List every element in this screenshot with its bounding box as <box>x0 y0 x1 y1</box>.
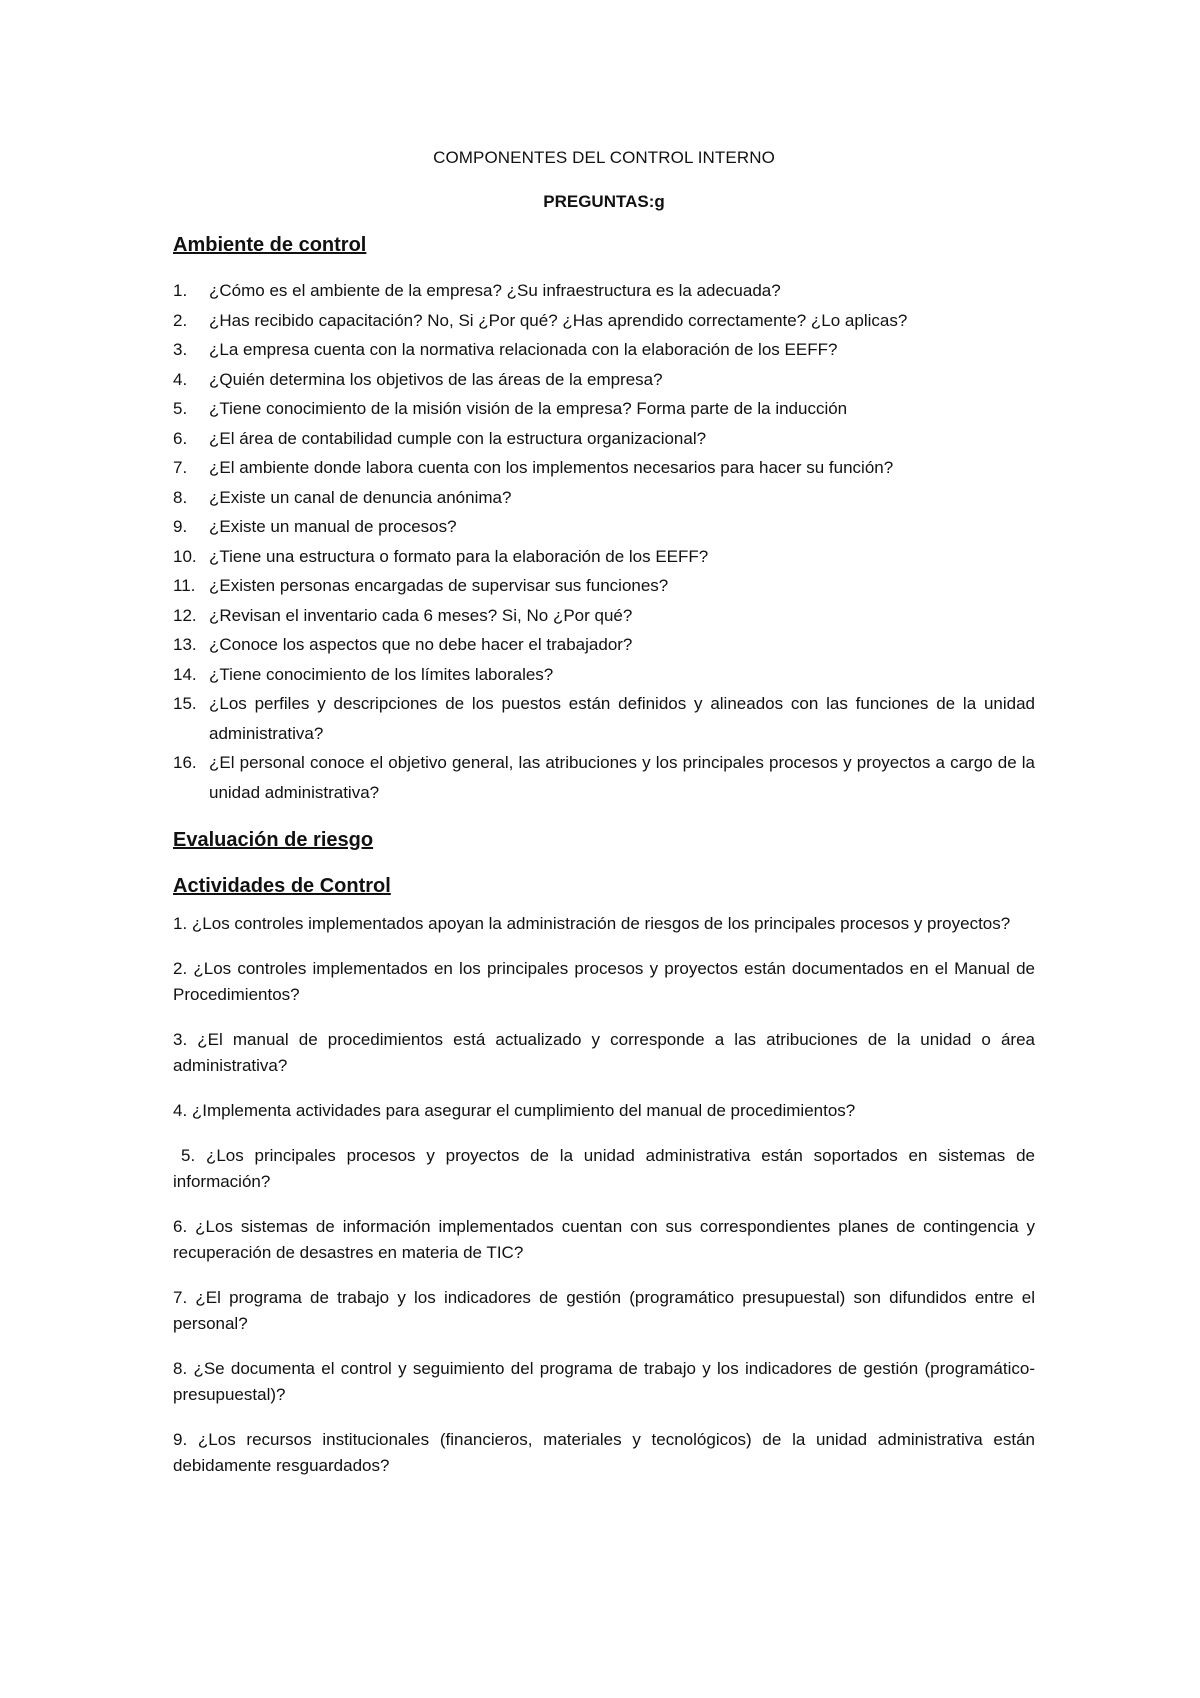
item-number: 13. <box>173 635 197 654</box>
item-text: ¿Cómo es el ambiente de la empresa? ¿Su infraestructura es la adecuada? <box>209 281 781 300</box>
list-item <box>173 542 1035 572</box>
list-item <box>173 453 1035 483</box>
item-number: 15. <box>173 694 197 713</box>
item-number: 1. <box>173 281 188 300</box>
section-heading-actividades: Actividades de Control <box>173 875 391 897</box>
list-item <box>173 424 1035 454</box>
item-text: ¿Tiene una estructura o formato para la elaboración de los EEFF? <box>209 546 709 566</box>
item-text: ¿Los perfiles y descripciones de los puestos están definidos y alineados con las funciones de la unidad administrativa? <box>209 694 1035 743</box>
list-item: 5. ¿Los principales procesos y proyectos de la unidad administrativa están soportados en sistemas de información? <box>173 1146 1035 1191</box>
document-title: COMPONENTES DEL CONTROL INTERNO <box>433 148 775 167</box>
list-item <box>173 483 1035 513</box>
list-item: 4. ¿Implementa actividades para asegurar el cumplimiento del manual de procedimientos? <box>173 1101 856 1120</box>
list-item <box>173 394 1035 424</box>
list-item <box>173 571 1035 601</box>
list-item <box>173 512 1035 542</box>
list-item <box>173 689 1035 748</box>
item-text: ¿Tiene conocimiento de los límites laborales? <box>209 664 554 684</box>
item-number: 6. <box>173 428 188 448</box>
ambiente-question-list <box>173 276 1035 807</box>
item-number: 9. <box>173 517 188 536</box>
list-item: 2. ¿Los controles implementados en los principales procesos y proyectos están documentados en el Manual de Procedimientos? <box>173 959 1035 1004</box>
list-item <box>173 660 1035 690</box>
item-number: 3. <box>173 340 188 359</box>
document-subtitle: PREGUNTAS:g <box>543 192 665 211</box>
list-item: 7. ¿El programa de trabajo y los indicadores de gestión (programático presupuestal) son difundidos entre el personal? <box>173 1288 1035 1333</box>
item-text: ¿El ambiente donde labora cuenta con los implementos necesarios para hacer su función? <box>209 458 894 477</box>
list-item <box>173 748 1035 807</box>
document-content <box>173 146 1035 1498</box>
list-item: 8. ¿Se documenta el control y seguimiento del programa de trabajo y los indicadores de gestión (programático-presupuestal)? <box>173 1359 1035 1404</box>
section-heading-ambiente: Ambiente de control <box>173 234 367 256</box>
item-text: ¿Has recibido capacitación? No, Si ¿Por qué? ¿Has aprendido correctamente? ¿Lo aplicas? <box>209 310 908 330</box>
item-number: 8. <box>173 487 188 507</box>
section-heading-evaluacion: Evaluación de riesgo <box>173 829 374 851</box>
list-item <box>173 365 1035 395</box>
item-number: 14. <box>173 664 197 684</box>
item-number: 4. <box>173 369 188 389</box>
item-number: 2. <box>173 310 188 330</box>
list-item <box>173 335 1035 365</box>
item-text: ¿Existe un canal de denuncia anónima? <box>209 487 512 507</box>
item-number: 7. <box>173 458 188 477</box>
item-number: 11. <box>173 576 196 595</box>
item-number: 12. <box>173 605 197 625</box>
list-item: 3. ¿El manual de procedimientos está actualizado y corresponde a las atribuciones de la unidad o área administrativa? <box>173 1030 1035 1075</box>
item-text: ¿Tiene conocimiento de la misión visión de la empresa? Forma parte de la inducción <box>209 399 848 418</box>
list-item <box>173 276 1035 306</box>
list-item <box>173 601 1035 631</box>
item-text: ¿La empresa cuenta con la normativa relacionada con la elaboración de los EEFF? <box>209 340 838 359</box>
item-text: ¿El área de contabilidad cumple con la estructura organizacional? <box>209 428 707 448</box>
item-number: 16. <box>173 753 197 772</box>
item-text: ¿Conoce los aspectos que no debe hacer el trabajador? <box>209 635 633 654</box>
item-text: ¿Quién determina los objetivos de las áreas de la empresa? <box>209 369 663 389</box>
list-item: 1. ¿Los controles implementados apoyan la administración de riesgos de los principales procesos y proyectos? <box>173 914 1011 933</box>
list-item <box>173 306 1035 336</box>
item-text: ¿Existe un manual de procesos? <box>209 517 457 536</box>
list-item: 9. ¿Los recursos institucionales (financieros, materiales y tecnológicos) de la unidad administrativa están debidamente resguardados? <box>173 1430 1035 1475</box>
item-number: 10. <box>173 546 197 566</box>
list-item: 6. ¿Los sistemas de información implementados cuentan con sus correspondientes planes de contingencia y recuperación de desastres en materia de TIC? <box>173 1217 1035 1262</box>
item-text: ¿Existen personas encargadas de supervisar sus funciones? <box>209 576 669 595</box>
actividades-question-list <box>173 911 1035 1479</box>
item-text: ¿Revisan el inventario cada 6 meses? Si, No ¿Por qué? <box>209 605 633 625</box>
item-text: ¿El personal conoce el objetivo general, las atribuciones y los principales procesos y proyectos a cargo de la unidad administrativa? <box>209 753 1035 802</box>
list-item <box>173 630 1035 660</box>
item-number: 5. <box>173 399 188 418</box>
